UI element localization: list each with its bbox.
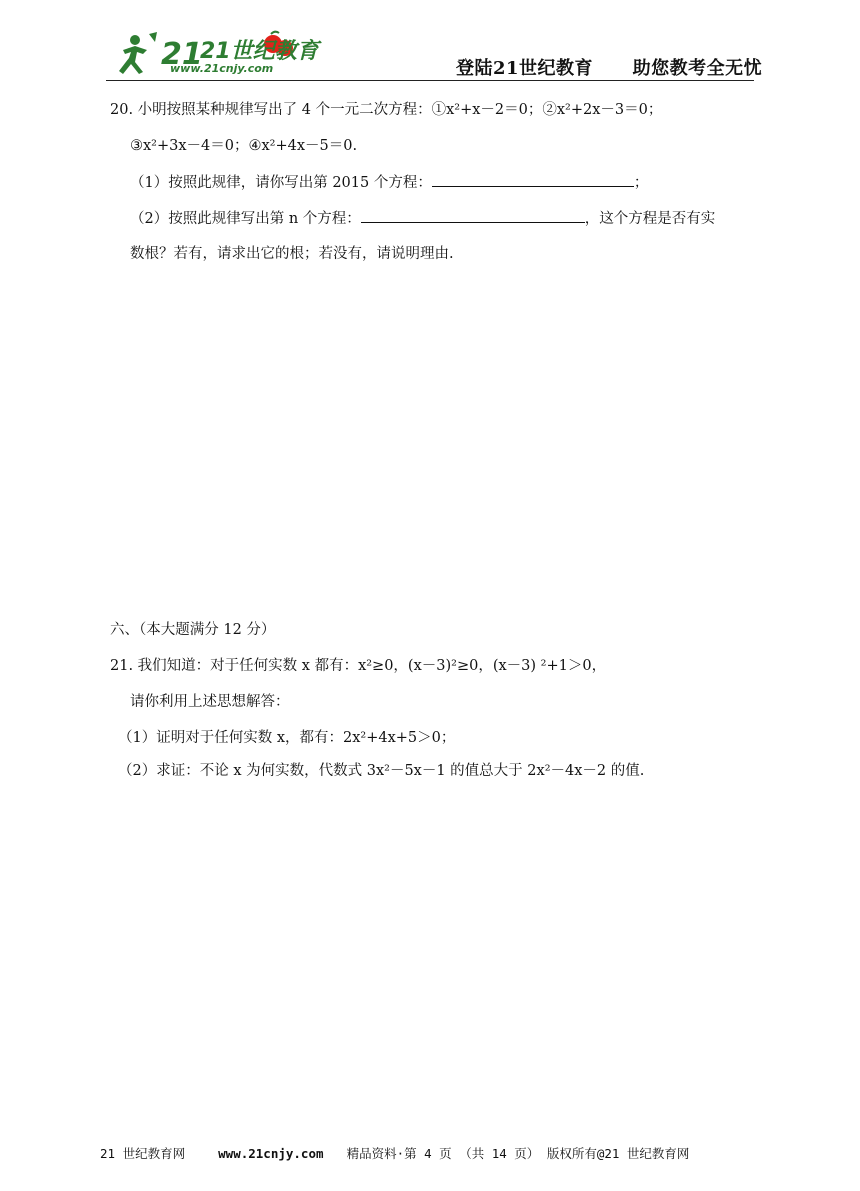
footer: [100, 1144, 689, 1162]
header-divider: [106, 80, 754, 81]
q20-line2: ③x²+3x－4＝0；④x²+4x－5＝0.: [130, 138, 358, 154]
footer-site-name: 21 世纪教育网: [100, 1146, 186, 1161]
q20-part2-end: ，这个方程是否有实: [584, 211, 716, 227]
answer-blank-1[interactable]: [432, 172, 634, 187]
q20-part2: [130, 208, 715, 229]
footer-url-link[interactable]: www.21cnjy.com: [218, 1146, 324, 1161]
section-heading: 六、（本大题满分 12 分）: [110, 622, 276, 638]
logo-url-text: www.21cnjy.com: [170, 62, 274, 75]
answer-blank-2[interactable]: [361, 208, 585, 223]
logo-main-text: 21世纪教育: [200, 39, 319, 64]
q21-line2: 请你利用上述思想解答：: [130, 694, 290, 710]
q21-line1: 21. 我们知道：对于任何实数 x 都有：x²≥0，(x－3)²≥0，(x－3) ²+1＞0，: [110, 658, 607, 674]
slogan-left: 登陆21世纪教育: [456, 58, 594, 79]
q21-part2: （2）求证：不论 x 为何实数，代数式 3x²－5x－1 的值总大于 2x²－4x－2 的值.: [118, 763, 645, 779]
svg-text:21: 21: [161, 37, 203, 72]
header-slogan: [456, 54, 762, 80]
q20-part2-text: （2）按照此规律写出第 n 个方程：: [130, 211, 361, 227]
q20-part2-cont: 数根？若有，请求出它的根；若没有，请说明理由.: [130, 246, 454, 262]
q20-line1: 20. 小明按照某种规律写出了 4 个一元二次方程：①x²+x－2＝0；②x²+2x－3＝0；: [110, 102, 663, 118]
footer-page-info: 精品资料·第 4 页 （共 14 页） 版权所有@21 世纪教育网: [346, 1146, 690, 1161]
slogan-right: 助您教考全无忧: [632, 58, 763, 79]
q20-part1-end: ；: [633, 175, 649, 191]
q20-part1-text: （1）按照此规律，请你写出第 2015 个方程：: [130, 175, 432, 191]
q20-part1: [130, 172, 648, 193]
q21-part1: （1）证明对于任何实数 x，都有：2x²+4x+5＞0；: [118, 730, 456, 746]
